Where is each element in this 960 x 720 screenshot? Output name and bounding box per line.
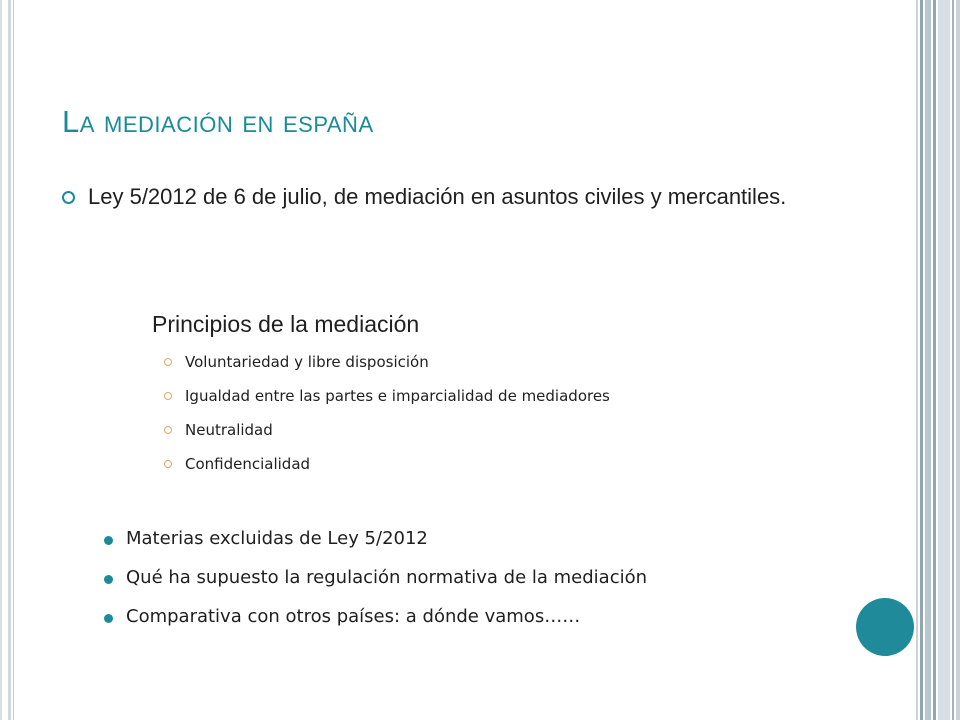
stripe bbox=[925, 0, 931, 720]
ring-bullet-icon bbox=[164, 426, 172, 434]
ring-bullet-icon bbox=[164, 358, 172, 366]
stripe bbox=[952, 0, 954, 720]
list-item bbox=[104, 565, 647, 604]
main-bullet-text: Ley 5/2012 de 6 de julio, de mediación en asuntos civiles y mercantiles. bbox=[88, 184, 787, 209]
decorative-circle bbox=[856, 598, 914, 656]
right-decorative-stripes bbox=[916, 0, 960, 720]
ring-bullet-icon bbox=[164, 392, 172, 400]
dot-bullet-icon bbox=[104, 575, 113, 584]
list-item-label: Igualdad entre las partes e imparcialidad de mediadores bbox=[185, 387, 610, 405]
list-item-label: Voluntariedad y libre disposición bbox=[185, 353, 429, 371]
list-item-label: Qué ha supuesto la regulación normativa de la mediación bbox=[126, 567, 648, 588]
topics-list bbox=[104, 526, 647, 643]
list-item-label: Materias excluidas de Ley 5/2012 bbox=[126, 528, 428, 549]
list-item-label: Neutralidad bbox=[185, 421, 273, 439]
dot-bullet-icon bbox=[104, 614, 113, 623]
stripe bbox=[933, 0, 936, 720]
stripe bbox=[938, 0, 950, 720]
left-frame-border bbox=[0, 0, 14, 720]
list-item-label: Comparativa con otros países: a dónde vamos…… bbox=[126, 606, 581, 627]
list-item bbox=[104, 604, 647, 643]
stripe bbox=[956, 0, 960, 720]
dot-bullet-icon bbox=[104, 536, 113, 545]
list-item bbox=[164, 454, 610, 488]
main-bullet bbox=[62, 182, 842, 212]
principios-heading: Principios de la mediación bbox=[152, 311, 420, 337]
list-item bbox=[164, 386, 610, 420]
slide-title: La mediación en españa bbox=[62, 104, 374, 139]
list-item bbox=[164, 352, 610, 386]
list-item-label: Confidencialidad bbox=[185, 455, 311, 473]
stripe bbox=[916, 0, 918, 720]
ring-bullet-icon bbox=[62, 191, 75, 204]
ring-bullet-icon bbox=[164, 460, 172, 468]
list-item bbox=[104, 526, 647, 565]
stripe bbox=[920, 0, 923, 720]
principios-list bbox=[164, 352, 610, 488]
list-item bbox=[164, 420, 610, 454]
